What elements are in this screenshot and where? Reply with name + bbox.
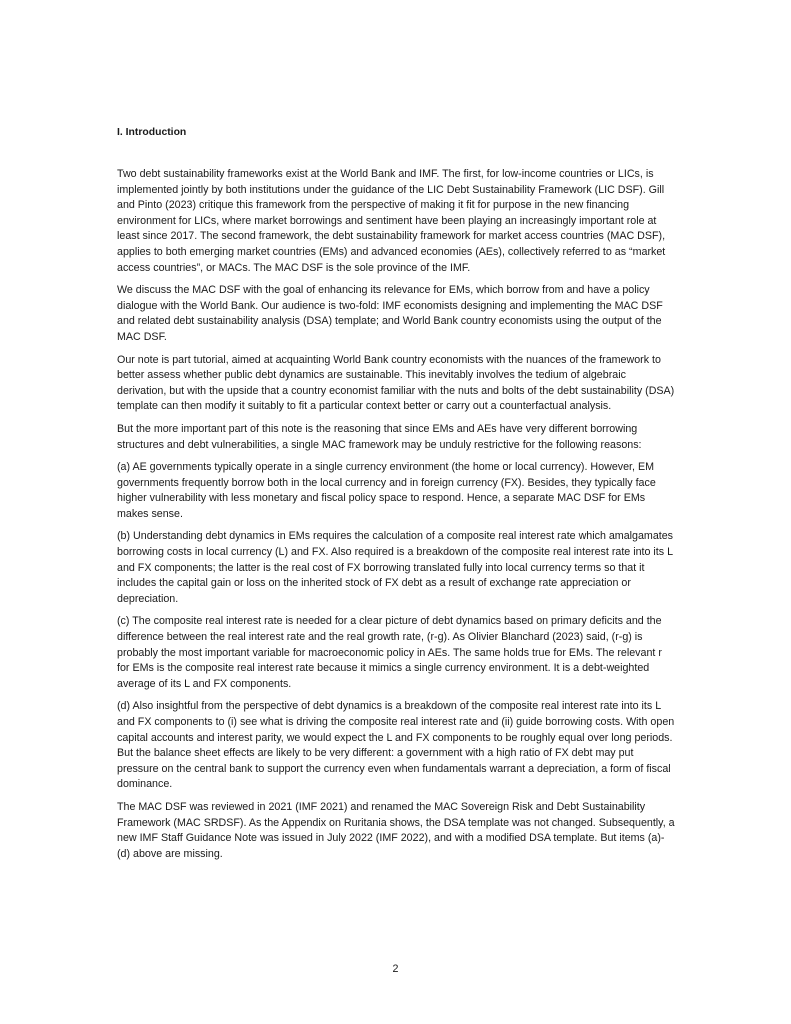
paragraph-item-a: (a) AE governments typically operate in a single currency environment (the home or local currency). However, EM governments frequently borrow both in the local currency and in foreign currency (FX). Besides, they typically face higher vulnerability with less monetary and fiscal policy space to respond. Hence, a separate MAC DSF for EMs makes sense. — [117, 461, 656, 520]
paragraph-review: The MAC DSF was reviewed in 2021 (IMF 2021) and renamed the MAC Sovereign Risk and Debt Sustainability Framework (MAC SRDSF). As the Appendix on Ruritania shows, the DSA template was not changed. Subsequently, a new IMF Staff Guidance Note was issued in July 2022 (IMF 2022), and with a modified DSA template. But items (a)-(d) above are missing. — [117, 800, 675, 860]
paragraph-intro-frameworks: Two debt sustainability frameworks exist at the World Bank and IMF. The first, for low-income countries or LICs, is implemented jointly by both institutions under the guidance of the LIC Debt Sustainability Framework (LIC DSF). Gill and Pinto (2023) critique this framework from the perspective of making it fit for purpose in the new financing environment for LICs, where market borrowings and sentiment have been playing an increasingly important role at least since 2017. The second framework, the debt sustainability framework for market access countries (MAC DSF), applies to both emerging market countries (EMs) and advanced economies (AEs), collectively referred to as “market access countries”, or MACs. The MAC DSF is the sole province of the IMF. — [117, 168, 666, 274]
document-body — [117, 126, 677, 869]
paragraph-reasoning: But the more important part of this note is the reasoning that since EMs and AEs have very different borrowing structures and debt vulnerabilities, a single MAC framework may be unduly restrictive for the following reasons: — [117, 422, 642, 451]
page-number: 2 — [392, 963, 399, 975]
paragraph-tutorial: Our note is part tutorial, aimed at acquainting World Bank country economists with the nuances of the framework to better assess whether public debt dynamics are sustainable. This inevitably involves the tedium of algebraic derivation, but with the upside that a country economist familiar with the nuts and bolts of the debt sustainability (DSA) template can then modify it suitably to fit a particular context better or carry out a counterfactual analysis. — [117, 353, 675, 413]
paragraph-audience: We discuss the MAC DSF with the goal of enhancing its relevance for EMs, which borrow from and have a policy dialogue with the World Bank. Our audience is two-fold: IMF economists designing and implementing the MAC DSF and related debt sustainability analysis (DSA) template; and World Bank country economists using the output of the MAC DSF. — [117, 284, 663, 343]
section-heading: I. Introduction — [117, 127, 187, 138]
paragraph-item-b: (b) Understanding debt dynamics in EMs requires the calculation of a composite real interest rate which amalgamates borrowing costs in local currency (L) and FX. Also required is a breakdown of the composite real interest rate into its L and FX components; the latter is the real cost of FX borrowing translated fully into local currency terms so that it includes the capital gain or loss on the inherited stock of FX debt as a result of exchange rate appreciation or depreciation. — [117, 530, 674, 605]
paragraph-item-c: (c) The composite real interest rate is needed for a clear picture of debt dynamics based on primary deficits and the difference between the real interest rate and the real growth rate, (r-g). As Olivier Blanchard (2023) said, (r-g) is probably the most important variable for macroeconomic policy in AEs. The same holds true for EMs. The relevant r for EMs is the composite real interest rate because it mimics a single currency environment. It is a debt-weighted average of its L and FX components. — [117, 615, 662, 690]
paragraph-item-d: (d) Also insightful from the perspective of debt dynamics is a breakdown of the composite real interest rate into its L and FX components to (i) see what is driving the composite real interest rate and (ii) guide borrowing costs. With open capital accounts and interest parity, we would expect the L and FX components to be roughly equal over long periods. But the balance sheet effects are likely to be very different: a government with a high ratio of FX debt may put pressure on the central bank to support the currency even when fundamentals warrant a depreciation, a form of fiscal dominance. — [117, 700, 675, 791]
